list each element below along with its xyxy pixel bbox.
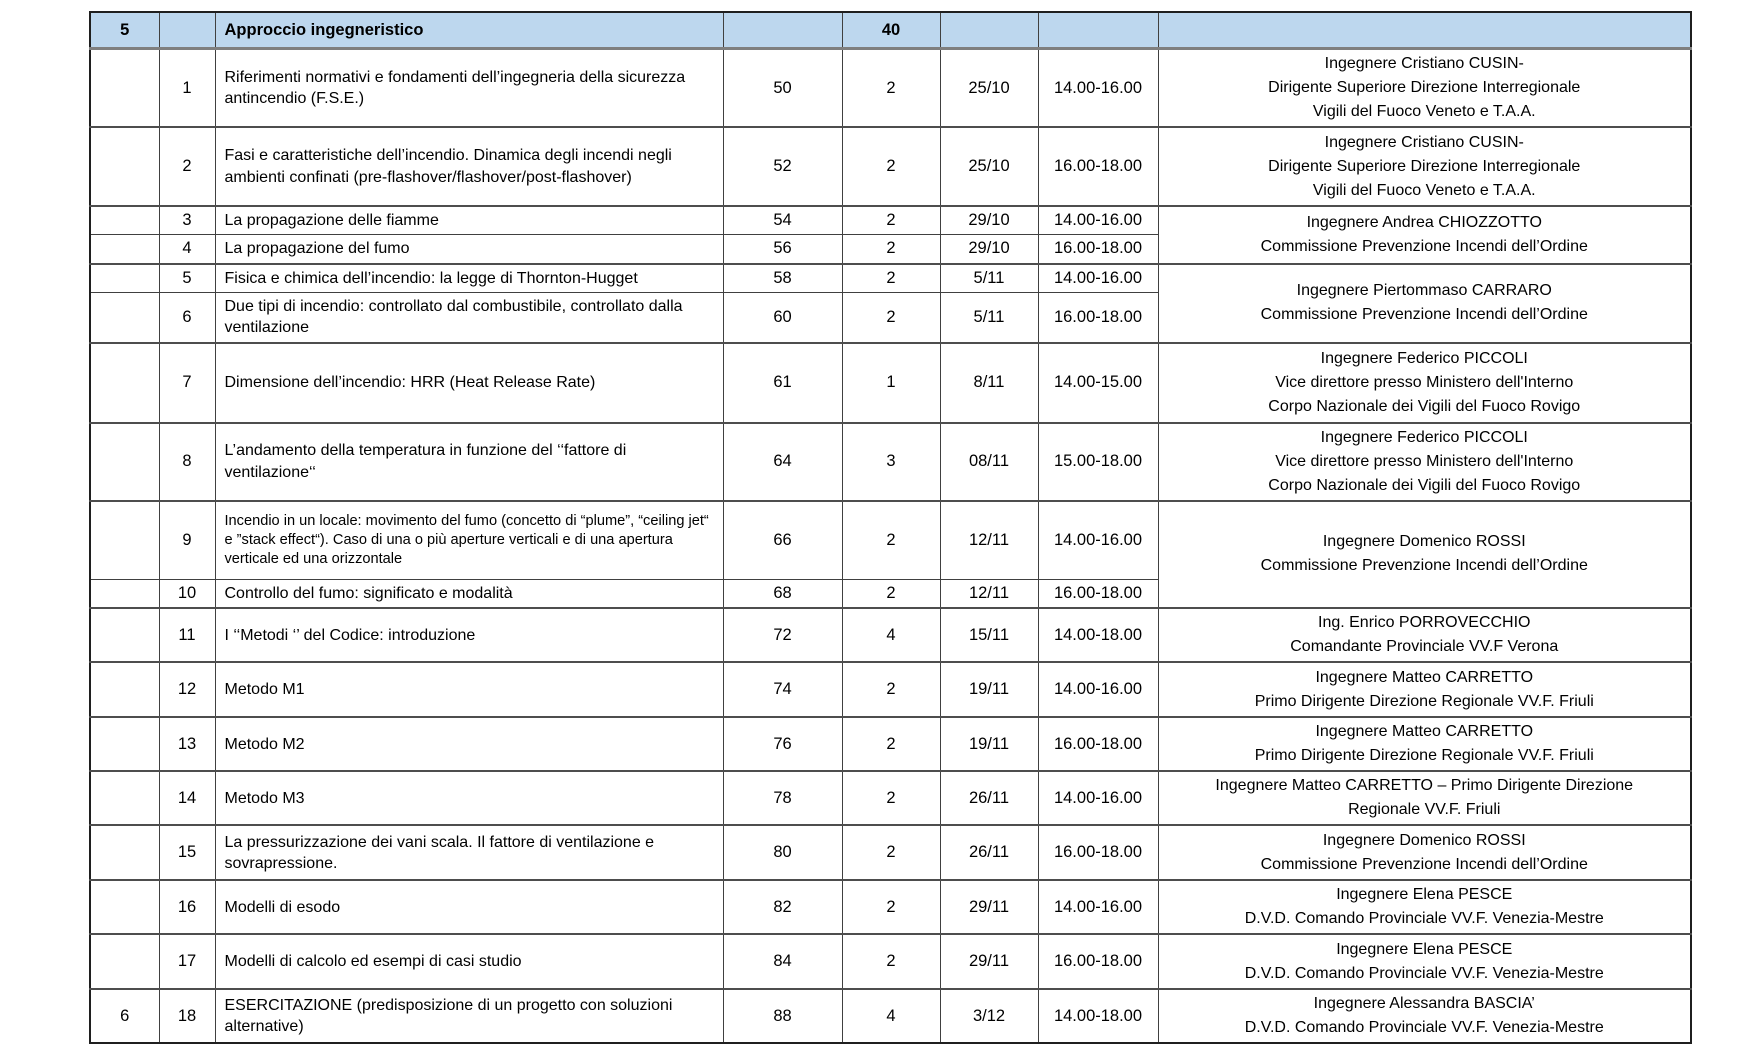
time-cell: 14.00-16.00 <box>1038 501 1158 580</box>
instructor-line: Commissione Prevenzione Incendi dell’Ordine <box>1260 557 1588 575</box>
topic-cell: Incendio in un locale: movimento del fumo (concetto di “plume”, “ceiling jet“ e ”stack effect“). Caso di una o più aperture verticali e di una apertura verticale ed una orizzontale <box>215 501 723 580</box>
seq-cell <box>90 662 159 717</box>
table-row <box>90 717 1691 771</box>
instructor-cell <box>1158 880 1691 934</box>
instructor-line: Regionale VV.F. Friuli <box>1348 801 1501 819</box>
instructor-line: Ingegnere Cristiano CUSIN- <box>1324 133 1524 151</box>
hours-cell: 4 <box>842 608 940 662</box>
num-cell: 12 <box>159 662 215 717</box>
time-cell: 14.00-16.00 <box>1038 662 1158 717</box>
course-schedule-table <box>89 11 1692 1044</box>
time-cell: 14.00-18.00 <box>1038 989 1158 1043</box>
page-cell: 74 <box>723 662 842 717</box>
instructor-line: D.V.D. Comando Provinciale VV.F. Venezia-Mestre <box>1244 910 1604 928</box>
page-cell: 58 <box>723 264 842 293</box>
instructor-cell <box>1158 127 1691 206</box>
header-empty-cell <box>1038 12 1158 49</box>
topic-cell: L’andamento della temperatura in funzione del ‘‘fattore di ventilazione‘‘ <box>215 423 723 501</box>
time-cell: 16.00-18.00 <box>1038 934 1158 989</box>
seq-cell <box>90 343 159 423</box>
num-cell: 8 <box>159 423 215 501</box>
instructor-line: Ingegnere Alessandra BASCIA’ <box>1313 995 1535 1013</box>
header-section-number: 5 <box>90 12 159 49</box>
time-cell: 14.00-16.00 <box>1038 49 1158 128</box>
hours-cell: 2 <box>842 127 940 206</box>
hours-cell: 2 <box>842 662 940 717</box>
date-cell: 15/11 <box>940 608 1038 662</box>
seq-cell <box>90 293 159 343</box>
date-cell: 12/11 <box>940 501 1038 580</box>
seq-cell <box>90 717 159 771</box>
instructor-line: Commissione Prevenzione Incendi dell’Ordine <box>1260 855 1588 873</box>
instructor-line: Comandante Provinciale VV.F Verona <box>1290 638 1559 656</box>
instructor-line: Ingegnere Elena PESCE <box>1336 886 1513 904</box>
time-cell: 14.00-15.00 <box>1038 343 1158 423</box>
topic-cell: Modelli di esodo <box>215 880 723 934</box>
hours-cell: 2 <box>842 771 940 825</box>
page-cell: 50 <box>723 49 842 128</box>
page-cell: 72 <box>723 608 842 662</box>
table-row <box>90 501 1691 580</box>
instructor-line: Ing. Enrico PORROVECCHIO <box>1318 614 1531 632</box>
topic-cell: ESERCITAZIONE (predisposizione di un progetto con soluzioni alternative) <box>215 989 723 1043</box>
header-empty-cell <box>940 12 1038 49</box>
instructor-line: Primo Dirigente Direzione Regionale VV.F. Friuli <box>1254 747 1594 765</box>
topic-cell: Fasi e caratteristiche dell’incendio. Dinamica degli incendi negli ambienti confinati (pre-flashover/flashover/post-flashover) <box>215 127 723 206</box>
page-cell: 56 <box>723 235 842 264</box>
page-cell: 78 <box>723 771 842 825</box>
num-cell: 18 <box>159 989 215 1043</box>
instructor-cell <box>1158 662 1691 717</box>
topic-cell: Controllo del fumo: significato e modalità <box>215 580 723 609</box>
date-cell: 26/11 <box>940 771 1038 825</box>
date-cell: 19/11 <box>940 717 1038 771</box>
table-row <box>90 825 1691 880</box>
topic-cell: La pressurizzazione dei vani scala. Il fattore di ventilazione e sovrapressione. <box>215 825 723 880</box>
hours-cell: 1 <box>842 343 940 423</box>
hours-cell: 2 <box>842 717 940 771</box>
date-cell: 29/11 <box>940 934 1038 989</box>
instructor-line: Vice direttore presso Ministero dell'Interno <box>1275 373 1574 391</box>
table-row <box>90 264 1691 293</box>
time-cell: 14.00-16.00 <box>1038 206 1158 235</box>
topic-cell: Fisica e chimica dell’incendio: la legge di Thornton-Hugget <box>215 264 723 293</box>
instructor-cell <box>1158 423 1691 501</box>
date-cell: 3/12 <box>940 989 1038 1043</box>
num-cell: 7 <box>159 343 215 423</box>
num-cell: 4 <box>159 235 215 264</box>
time-cell: 15.00-18.00 <box>1038 423 1158 501</box>
table-row <box>90 608 1691 662</box>
instructor-line: D.V.D. Comando Provinciale VV.F. Venezia-Mestre <box>1244 1019 1604 1037</box>
num-cell: 11 <box>159 608 215 662</box>
topic-cell: Modelli di calcolo ed esempi di casi studio <box>215 934 723 989</box>
num-cell: 6 <box>159 293 215 343</box>
instructor-line: Ingegnere Domenico ROSSI <box>1322 533 1526 551</box>
instructor-line: Dirigente Superiore Direzione Interregionale <box>1268 157 1581 175</box>
page-cell: 68 <box>723 580 842 609</box>
page-cell: 80 <box>723 825 842 880</box>
time-cell: 14.00-16.00 <box>1038 771 1158 825</box>
seq-cell <box>90 825 159 880</box>
instructor-line: D.V.D. Comando Provinciale VV.F. Venezia-Mestre <box>1244 964 1604 982</box>
topic-cell: Metodo M1 <box>215 662 723 717</box>
topic-cell: Dimensione dell’incendio: HRR (Heat Release Rate) <box>215 343 723 423</box>
seq-cell <box>90 580 159 609</box>
date-cell: 29/10 <box>940 206 1038 235</box>
table-row <box>90 49 1691 128</box>
seq-cell <box>90 423 159 501</box>
instructor-line: Dirigente Superiore Direzione Interregionale <box>1268 79 1581 96</box>
num-cell: 3 <box>159 206 215 235</box>
instructor-line: Ingegnere Elena PESCE <box>1336 940 1513 958</box>
seq-cell <box>90 501 159 580</box>
page-cell: 76 <box>723 717 842 771</box>
page-cell: 61 <box>723 343 842 423</box>
instructor-line: Vigili del Fuoco Veneto e T.A.A. <box>1312 103 1536 120</box>
topic-cell: La propagazione del fumo <box>215 235 723 264</box>
instructor-line: Ingegnere Matteo CARRETTO <box>1315 723 1534 741</box>
topic-cell: Metodo M3 <box>215 771 723 825</box>
time-cell: 16.00-18.00 <box>1038 235 1158 264</box>
table-row <box>90 880 1691 934</box>
hours-cell: 2 <box>842 580 940 609</box>
header-total-hours: 40 <box>842 12 940 49</box>
topic-cell: La propagazione delle fiamme <box>215 206 723 235</box>
instructor-line: Corpo Nazionale dei Vigili del Fuoco Rovigo <box>1268 476 1581 494</box>
hours-cell: 2 <box>842 235 940 264</box>
table-row <box>90 423 1691 501</box>
topic-cell: Riferimenti normativi e fondamenti dell’ingegneria della sicurezza antincendio (F.S.E.) <box>215 49 723 128</box>
instructor-line: Corpo Nazionale dei Vigili del Fuoco Rovigo <box>1268 397 1581 415</box>
instructor-line: Primo Dirigente Direzione Regionale VV.F. Friuli <box>1254 692 1594 710</box>
hours-cell: 2 <box>842 264 940 293</box>
hours-cell: 2 <box>842 880 940 934</box>
table-header-row <box>90 12 1691 49</box>
hours-cell: 2 <box>842 825 940 880</box>
header-empty-cell <box>1158 12 1691 49</box>
num-cell: 13 <box>159 717 215 771</box>
instructor-cell <box>1158 717 1691 771</box>
page-cell: 84 <box>723 934 842 989</box>
instructor-cell <box>1158 206 1691 264</box>
header-section-title: Approccio ingegneristico <box>215 12 723 49</box>
seq-cell <box>90 608 159 662</box>
hours-cell: 3 <box>842 423 940 501</box>
topic-cell: I ‘‘Metodi ‘’ del Codice: introduzione <box>215 608 723 662</box>
instructor-line: Vice direttore presso Ministero dell'Interno <box>1275 452 1574 470</box>
date-cell: 8/11 <box>940 343 1038 423</box>
num-cell: 9 <box>159 501 215 580</box>
instructor-line: Ingegnere Piertommaso CARRARO <box>1296 282 1552 300</box>
page-cell: 52 <box>723 127 842 206</box>
header-empty-cell <box>159 12 215 49</box>
date-cell: 5/11 <box>940 264 1038 293</box>
hours-cell: 2 <box>842 934 940 989</box>
topic-cell: Metodo M2 <box>215 717 723 771</box>
date-cell: 12/11 <box>940 580 1038 609</box>
page-cell: 88 <box>723 989 842 1043</box>
date-cell: 5/11 <box>940 293 1038 343</box>
date-cell: 08/11 <box>940 423 1038 501</box>
num-cell: 17 <box>159 934 215 989</box>
date-cell: 26/11 <box>940 825 1038 880</box>
page-cell: 54 <box>723 206 842 235</box>
date-cell: 29/11 <box>940 880 1038 934</box>
seq-cell <box>90 127 159 206</box>
instructor-line: Ingegnere Federico PICCOLI <box>1320 428 1528 446</box>
num-cell: 1 <box>159 49 215 128</box>
seq-cell <box>90 264 159 293</box>
header-empty-cell <box>723 12 842 49</box>
instructor-line: Ingegnere Cristiano CUSIN- <box>1324 55 1524 72</box>
seq-cell <box>90 934 159 989</box>
time-cell: 16.00-18.00 <box>1038 293 1158 343</box>
seq-cell <box>90 235 159 264</box>
instructor-line: Ingegnere Andrea CHIOZZOTTO <box>1306 213 1542 231</box>
page-cell: 64 <box>723 423 842 501</box>
hours-cell: 2 <box>842 501 940 580</box>
table-row <box>90 343 1691 423</box>
date-cell: 25/10 <box>940 127 1038 206</box>
hours-cell: 4 <box>842 989 940 1043</box>
time-cell: 16.00-18.00 <box>1038 580 1158 609</box>
seq-cell <box>90 49 159 128</box>
instructor-line: Ingegnere Matteo CARRETTO <box>1315 668 1534 686</box>
instructor-cell <box>1158 608 1691 662</box>
topic-cell: Due tipi di incendio: controllato dal combustibile, controllato dalla ventilazione <box>215 293 723 343</box>
table-row <box>90 662 1691 717</box>
hours-cell: 2 <box>842 49 940 128</box>
table-row <box>90 771 1691 825</box>
table-row <box>90 989 1691 1043</box>
num-cell: 16 <box>159 880 215 934</box>
table-row <box>90 206 1691 235</box>
hours-cell: 2 <box>842 206 940 235</box>
time-cell: 16.00-18.00 <box>1038 825 1158 880</box>
num-cell: 14 <box>159 771 215 825</box>
time-cell: 14.00-16.00 <box>1038 264 1158 293</box>
page-cell: 60 <box>723 293 842 343</box>
time-cell: 14.00-18.00 <box>1038 608 1158 662</box>
seq-cell <box>90 880 159 934</box>
num-cell: 15 <box>159 825 215 880</box>
instructor-cell <box>1158 343 1691 423</box>
instructor-cell <box>1158 934 1691 989</box>
time-cell: 16.00-18.00 <box>1038 717 1158 771</box>
time-cell: 16.00-18.00 <box>1038 127 1158 206</box>
num-cell: 2 <box>159 127 215 206</box>
table-row <box>90 127 1691 206</box>
page-cell: 82 <box>723 880 842 934</box>
hours-cell: 2 <box>842 293 940 343</box>
instructor-line: Ingegnere Federico PICCOLI <box>1320 349 1528 367</box>
seq-cell: 6 <box>90 989 159 1043</box>
instructor-line: Ingegnere Matteo CARRETTO – Primo Dirigente Direzione <box>1215 777 1634 795</box>
date-cell: 19/11 <box>940 662 1038 717</box>
instructor-line: Commissione Prevenzione Incendi dell’Ordine <box>1260 306 1588 324</box>
time-cell: 14.00-16.00 <box>1038 880 1158 934</box>
instructor-cell <box>1158 264 1691 343</box>
date-cell: 25/10 <box>940 49 1038 128</box>
instructor-cell <box>1158 49 1691 128</box>
num-cell: 10 <box>159 580 215 609</box>
date-cell: 29/10 <box>940 235 1038 264</box>
instructor-line: Vigili del Fuoco Veneto e T.A.A. <box>1312 181 1536 199</box>
table-row <box>90 934 1691 989</box>
num-cell: 5 <box>159 264 215 293</box>
instructor-cell <box>1158 771 1691 825</box>
instructor-cell <box>1158 501 1691 609</box>
seq-cell <box>90 206 159 235</box>
instructor-cell <box>1158 825 1691 880</box>
page-cell: 66 <box>723 501 842 580</box>
seq-cell <box>90 771 159 825</box>
instructor-line: Ingegnere Domenico ROSSI <box>1322 831 1526 849</box>
instructor-cell <box>1158 989 1691 1043</box>
instructor-line: Commissione Prevenzione Incendi dell’Ordine <box>1260 237 1588 255</box>
